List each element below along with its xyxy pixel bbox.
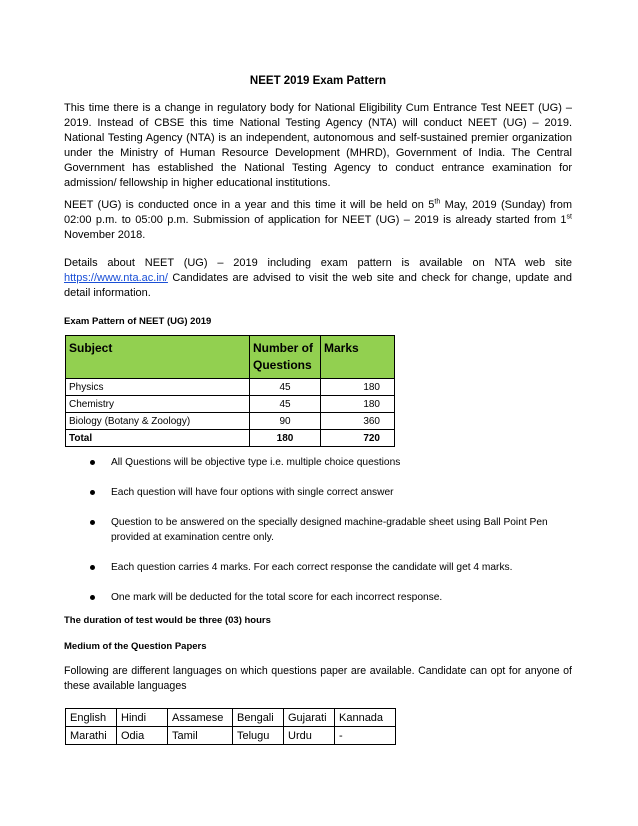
language-cell: - [335, 727, 396, 745]
language-cell: Odia [117, 727, 168, 745]
language-cell: Tamil [168, 727, 233, 745]
total-questions-cell: 180 [250, 430, 321, 447]
list-item-text: Question to be answered on the specially designed machine-gradable sheet using Ball Point Pen provided at examination centre only. [111, 517, 548, 543]
details-paragraph [64, 256, 572, 301]
table-row [66, 379, 395, 396]
exam-rules-list [64, 455, 572, 620]
exam-date-text-3: November 2018. [64, 229, 146, 241]
marks-cell: 360 [321, 413, 395, 430]
bullet-icon [90, 490, 95, 495]
exam-date-text-2: May, 2019 (Sunday) from 02:00 p.m. to 05:00 p.m. Submission of application for NEET (UG) – 2019 is already started from 1 [64, 199, 572, 226]
list-item-text: Each question carries 4 marks. For each correct response the candidate will get 4 marks. [111, 562, 513, 573]
nta-website-link[interactable]: https://www.nta.ac.in/ [64, 272, 168, 284]
list-item [64, 455, 572, 470]
language-cell: Telugu [233, 727, 284, 745]
language-cell: Gujarati [284, 709, 335, 727]
list-item [64, 590, 572, 605]
table-header-row [66, 336, 395, 379]
language-cell: Assamese [168, 709, 233, 727]
exam-date-text-1: NEET (UG) is conducted once in a year and this time it will be held on 5 [64, 199, 435, 211]
table-row [66, 396, 395, 413]
questions-cell: 90 [250, 413, 321, 430]
table-row [66, 727, 396, 745]
marks-cell: 180 [321, 396, 395, 413]
table-row [66, 709, 396, 727]
languages-table [65, 708, 396, 745]
list-item [64, 515, 572, 545]
language-cell: English [66, 709, 117, 727]
language-cell: Bengali [233, 709, 284, 727]
intro-paragraph: This time there is a change in regulatory body for National Eligibility Cum Entrance Test NEET (UG) – 2019. Instead of CBSE this time National Testing Agency (NTA) will conduct NEET (UG) – 2019. National Testing Agency (NTA) is an independent, autonomous and self-sustained premier organization under the Ministry of Human Resource Development (MHRD), Government of India. The Central Government has established the National Testing Agency to conduct entrance examination for admission/ fellowship in higher educational institutions. [64, 102, 572, 189]
exam-pattern-table [65, 335, 395, 447]
subject-header: Subject [66, 336, 250, 379]
total-row [66, 430, 395, 447]
questions-header [250, 336, 321, 379]
language-cell: Hindi [117, 709, 168, 727]
language-cell: Urdu [284, 727, 335, 745]
questions-cell: 45 [250, 379, 321, 396]
medium-heading: Medium of the Question Papers [64, 641, 207, 652]
details-text-2: Candidates are advised to visit the web site and check for change, update and detail information. [64, 272, 572, 299]
subject-cell: Chemistry [66, 396, 250, 413]
bullet-icon [90, 595, 95, 600]
total-marks-cell: 720 [321, 430, 395, 447]
ordinal-suffix: th [434, 198, 441, 206]
questions-header-line2: Questions [253, 358, 312, 372]
subject-cell: Physics [66, 379, 250, 396]
questions-cell: 45 [250, 396, 321, 413]
ordinal-suffix: st [566, 213, 572, 221]
subject-cell: Biology (Botany & Zoology) [66, 413, 250, 430]
languages-intro-paragraph: Following are different languages on which questions paper are available. Candidate can opt for anyone of these available languages [64, 665, 572, 692]
list-item [64, 485, 572, 500]
marks-header: Marks [321, 336, 395, 379]
list-item-text: One mark will be deducted for the total score for each incorrect response. [111, 592, 443, 603]
bullet-icon [90, 520, 95, 525]
exam-pattern-heading: Exam Pattern of NEET (UG) 2019 [64, 316, 212, 327]
duration-heading: The duration of test would be three (03) hours [64, 615, 271, 626]
language-cell: Marathi [66, 727, 117, 745]
questions-header-line1: Number of [253, 341, 313, 355]
total-label-cell: Total [66, 430, 250, 447]
exam-date-paragraph [64, 198, 572, 243]
page-title: NEET 2019 Exam Pattern [249, 75, 387, 87]
language-cell: Kannada [335, 709, 396, 727]
list-item [64, 560, 572, 575]
marks-cell: 180 [321, 379, 395, 396]
bullet-icon [90, 460, 95, 465]
bullet-icon [90, 565, 95, 570]
table-row [66, 413, 395, 430]
list-item-text: All Questions will be objective type i.e. multiple choice questions [111, 457, 401, 468]
list-item-text: Each question will have four options with single correct answer [111, 487, 394, 498]
details-text-1: Details about NEET (UG) – 2019 including exam pattern is available on NTA web site [64, 257, 572, 269]
